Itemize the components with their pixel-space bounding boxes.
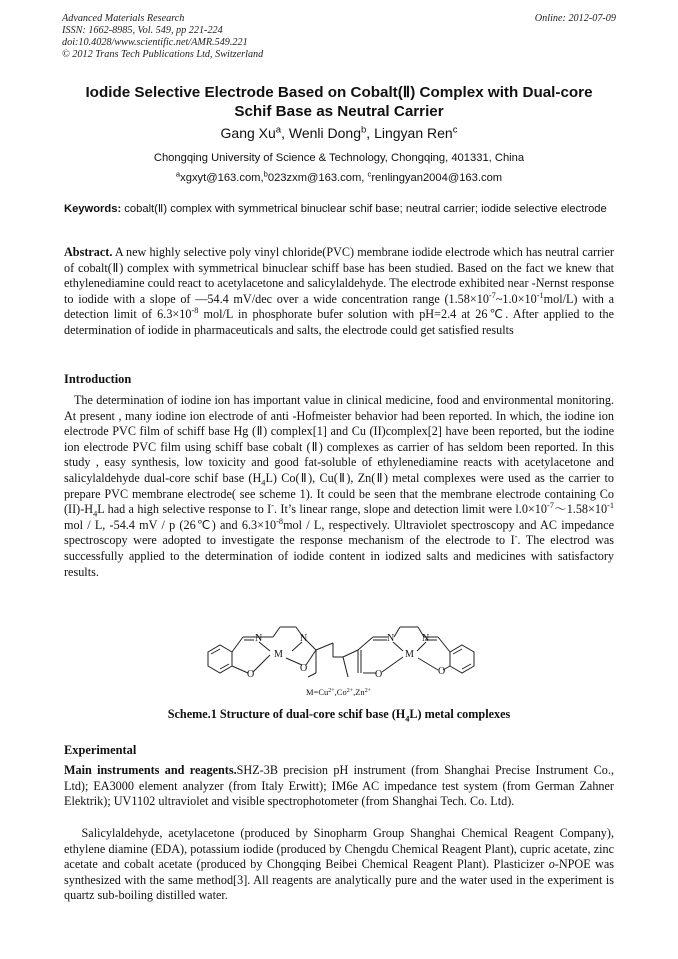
scheme-structure-figure xyxy=(198,615,498,700)
intro-text: . It’s linear range, slope and detection limit were l.0×10 xyxy=(274,502,547,517)
author-name: Lingyan Ren xyxy=(374,125,453,141)
caption-text: L) metal complexes xyxy=(409,707,511,721)
atom-label: O xyxy=(300,663,308,674)
superscript: - xyxy=(271,501,274,511)
author-mark: a xyxy=(275,124,282,136)
abstract xyxy=(64,245,614,339)
charge: 2+ xyxy=(364,688,372,694)
atom-label: O xyxy=(438,666,446,677)
author-name: Wenli Dong xyxy=(288,125,361,141)
superscript: - xyxy=(514,532,518,542)
author-mark: b xyxy=(361,124,367,136)
copyright-line: © 2012 Trans Tech Publications Ltd, Switzerland xyxy=(62,49,264,60)
experimental-text: SHZ-3B precision pH instrument (from Shanghai Precise Instrument Co., Ltd); EA3000 element analyzer (from Italy Erwitt); IM6e AC impedance test system (from German Zahner Elektrik); UV1102 ultraviolet and visible spectrophotometer (from Shanghai Tech. Co. Ltd). xyxy=(64,763,614,809)
abstract-label: Abstract. xyxy=(64,245,113,259)
scheme-caption xyxy=(0,707,678,722)
affiliation: Chongqing University of Science & Technology, Chongqing, 401331, China xyxy=(153,152,525,164)
author-mark: c xyxy=(452,124,458,136)
atom-label: N xyxy=(300,633,308,644)
italic-text: o xyxy=(548,857,555,872)
email-address[interactable]: xgxyt@163.com, xyxy=(180,172,264,184)
exponent: -7 xyxy=(488,290,496,300)
email-mark: c xyxy=(367,169,372,179)
atom-label: M xyxy=(405,649,414,660)
email-mark: b xyxy=(263,169,268,179)
intro-text: . The electrod was successfully applied to the determination of iodide content in iodized salts and medicines with satisfactory results. xyxy=(64,533,614,579)
intro-text: L) Co(Ⅱ), Cu(Ⅱ), Zn(Ⅱ) metal complexes were used as the carrier to prepare PVC membrane electrode( see scheme 1). It could be seen that the membrane electrode containing Co (II)-H xyxy=(64,470,614,517)
exponent: -1 xyxy=(536,290,544,300)
doi-line: doi:10.4028/www.scientific.net/AMR.549.221 xyxy=(62,37,248,48)
atom-label: N xyxy=(255,633,263,644)
email-address[interactable]: 023zxm@163.com, xyxy=(267,172,368,184)
title-line-1: Iodide Selective Electrode Based on Cobalt(Ⅱ) Complex with Dual-core xyxy=(85,84,593,101)
experimental-text: Salicylaldehyde, acetylacetone (produced by Sinopharm Group Shanghai Chemical Reagent Company), ethylene diamine (EDA), potassium iodide (produced by Chengdu Chemical Reagent Plant), cupric acetate, zinc acetate and cobalt acetate (produced by Chongqing Beibei Chemical Reagent Plant). Plasticizer xyxy=(64,826,615,872)
abstract-text: mol/L in phosphorate bufer solution with pH=2.4 at 26℃. After applied to the determination of iodide in pharmaceuticals and salts, the electrode could get satisfied results xyxy=(64,307,615,337)
title-line-2: Schif Base as Neutral Carrier xyxy=(234,103,444,120)
atom-label: N xyxy=(422,633,430,644)
issn-line: ISSN: 1662-8985, Vol. 549, pp 221-224 xyxy=(62,25,223,36)
exponent: -8 xyxy=(276,516,284,526)
atom-label: O xyxy=(247,669,255,680)
author-list: Gang Xu$^a$, Wenli Dong$^b$, Lingyan Ren$^c$ xyxy=(220,124,458,141)
abstract-text: ~1.0×10 xyxy=(495,291,537,306)
metal-text: ,Zn xyxy=(353,687,365,697)
intro-text: ～1.58×10 xyxy=(553,502,608,517)
keywords-label: Keywords: xyxy=(64,203,122,215)
abstract-text: mol/L) with a detection limit of 6.3×10 xyxy=(64,291,614,322)
abstract-text: A new highly selective poly vinyl chloride(PVC) membrane iodide electrode which has neutral carrier of cobalt(Ⅱ) complex with symmetrical binuclear schiff base has been studied. Based on the fact we knew that ethylenediamine could react to acetylacetone and salicylaldehyde. The electrode exhibited near -Nernst response to iodide with a slope of —54.4 mV/dec over a wide concentration range (1.58×10 xyxy=(64,245,614,306)
introduction-heading: Introduction xyxy=(64,372,132,386)
exponent: -1 xyxy=(607,501,614,511)
online-date: Online: 2012-07-09 xyxy=(534,13,616,24)
paragraph-lead: Main instruments and reagents. xyxy=(64,763,237,777)
experimental-text: -NPOE was synthesized with the same method[3]. All reagents are analytically pure and the water used in the experiment is quartz sub-boiling distilled water. xyxy=(64,857,614,903)
keywords-text: cobalt(Ⅱ) complex with symmetrical binuclear schif base; neutral carrier; iodide selective electrode xyxy=(121,203,607,215)
email-mark: a xyxy=(175,169,181,179)
metal-list xyxy=(306,687,372,697)
introduction-paragraph xyxy=(64,393,614,580)
atom-label: M xyxy=(274,649,283,660)
journal-name: Advanced Materials Research xyxy=(62,13,185,24)
subscript: 4 xyxy=(93,509,98,519)
intro-text: mol / L, respectively. Ultraviolet spectroscopy and AC impedance spectroscopy were adopted to investigate the response mechanism of the electrode to I xyxy=(64,517,614,548)
paper-title xyxy=(50,83,628,121)
experimental-paragraph-2 xyxy=(64,826,614,904)
keywords xyxy=(64,202,614,216)
metal-text: ,Co xyxy=(334,687,347,697)
atom-label: N xyxy=(387,633,395,644)
intro-text: The determination of iodine ion has important value in clinical medicine, food and environmental monitoring. At present , many iodine ion electrode of anti -Hofmeister behavior had been reported. In which, the iodine ion electrode PVC film of schiff base Hg (Ⅱ) complex[1] and Cu (II)complex[2] have been reported, but the iodine ion electrode PVC film using schiff base cobalt (Ⅱ) complexes as carrier of has seldom been reported. In this study , easy synthesis, low toxicity and good fat-soluble of ethylenediamine reacts with acetylacetone and salicylaldehyde dual-core schif base (H xyxy=(64,393,615,485)
experimental-paragraph-1 xyxy=(64,763,614,810)
exponent: -8 xyxy=(191,306,199,316)
subscript: 4 xyxy=(405,714,410,724)
exponent: -7 xyxy=(546,501,554,511)
subscript: 4 xyxy=(261,478,266,488)
intro-text: mol / L, -54.4 mV / p (26℃) and 6.3×10 xyxy=(64,517,277,532)
experimental-heading: Experimental xyxy=(64,743,137,757)
metal-text: M=Cu xyxy=(306,687,329,697)
email-address[interactable]: renlingyan2004@163.com xyxy=(371,172,503,184)
charge: 2+ xyxy=(328,688,335,694)
caption-text: Scheme.1 Structure of dual-core schif base (H xyxy=(167,707,406,721)
intro-text: L had a high selective response to I xyxy=(97,502,272,517)
atom-label: O xyxy=(375,669,383,680)
email-list xyxy=(0,169,678,184)
author-name: Gang Xu xyxy=(220,125,276,141)
charge: 2+ xyxy=(346,688,354,694)
journal-header xyxy=(62,13,616,61)
